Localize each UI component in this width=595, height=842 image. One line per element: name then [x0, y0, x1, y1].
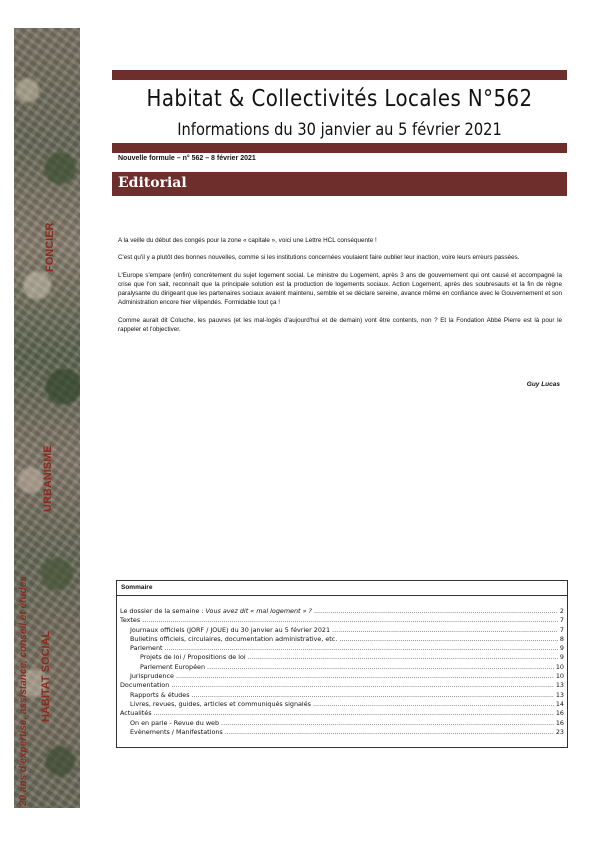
- toc-dot-leader: [313, 700, 554, 709]
- toc-entry[interactable]: [117, 709, 567, 718]
- toc-entry-page: 2: [559, 607, 564, 615]
- toc-entry-page: 16: [555, 718, 564, 727]
- toc-entry[interactable]: [117, 681, 567, 690]
- editorial-paragraph: L'Europe s'empare (enfin) concrètement du sujet logement social. Le ministre du Logement, après 3 ans de gouvernement qui ont causé et accompagné la crise que l'on sait, reconnaît que la principale solution est la production de logements sociaux. Action Logement, après des soubresauts et la fin de règne paralysante du dirigeant que les partenaires sociaux avaient maintenu, semble et se déclare sereine, avance même en confiance avec le Gouvernement et son Administration encore hier vilipendés. Formidable tout ça !: [118, 271, 562, 307]
- editorial-banner: [112, 172, 567, 196]
- toc-heading: Sommaire: [117, 581, 567, 596]
- toc-dot-leader: [225, 728, 554, 737]
- toc-entry[interactable]: [117, 653, 567, 662]
- toc-entry-page: 23: [555, 727, 564, 736]
- toc-entry-title: Textes: [120, 616, 141, 625]
- toc-entry-page: 13: [555, 690, 564, 699]
- toc-entry-label: [130, 700, 311, 709]
- toc-dot-leader: [339, 635, 558, 644]
- toc-entry-title: Actualités: [120, 709, 152, 718]
- toc-entry-title: Jurisprudence: [130, 672, 174, 681]
- editorial-heading: Editorial: [118, 175, 187, 191]
- toc-entry[interactable]: [117, 700, 567, 709]
- toc-entry-label: [130, 691, 190, 700]
- toc-entry-title: Bulletins officiels, circulaires, documentation administrative, etc.: [130, 634, 338, 643]
- toc-entry-label: [120, 681, 169, 690]
- sidebar-tag-habitat-social: HABITAT SOCIAL: [40, 630, 52, 722]
- toc-entry-page: 9: [559, 653, 564, 662]
- toc-entry-page: 16: [555, 709, 564, 718]
- newsletter-title: Habitat & Collectivités Locales N°562: [146, 86, 533, 112]
- sidebar-tag-urbanisme: URBANISME: [42, 445, 54, 512]
- toc-entry-title: Evènements / Manifestations: [130, 727, 223, 736]
- toc-dot-leader: [221, 719, 554, 728]
- toc-entry-label: [130, 672, 174, 681]
- toc-entry-title: Journaux officiels (JORF / JOUE) du 30 janvier au 5 février 2021: [130, 625, 331, 634]
- sidebar-tagline: 20 ans d'expertise, assistance, conseil et études: [18, 576, 29, 806]
- toc-entry-label: [130, 728, 223, 737]
- toc-dot-leader: [332, 626, 558, 635]
- newsletter-subtitle: Informations du 30 janvier au 5 février 2021: [177, 120, 502, 140]
- toc-entry[interactable]: [117, 644, 567, 653]
- table-of-contents: [116, 580, 568, 748]
- toc-entry-page: 9: [559, 644, 564, 653]
- toc-dot-leader: [192, 691, 554, 700]
- issue-line: Nouvelle formule – n° 562 – 8 février 2021: [118, 155, 256, 162]
- toc-dot-leader: [248, 653, 558, 662]
- editorial-signature: Guy Lucas: [526, 381, 560, 388]
- toc-entry-title: On en parle - Revue du web: [130, 718, 220, 727]
- toc-entry-page: 14: [555, 699, 564, 708]
- editorial-paragraph: Comme aurait dit Coluche, les pauvres (et les mal-logés d'aujourd'hui et de demain) vont être contents, non ? Et la Fondation Abbé Pierre est là pour le rappeler et l'objectiver.: [118, 316, 562, 334]
- toc-entry-label: [130, 626, 330, 635]
- toc-entry-label: [130, 644, 163, 653]
- toc-list: [117, 607, 567, 737]
- toc-entry[interactable]: [117, 728, 567, 737]
- toc-entry-title: Parlement Européen: [140, 662, 206, 671]
- aerial-photo-strip: [14, 28, 80, 808]
- toc-entry-label: [130, 635, 337, 644]
- toc-entry[interactable]: [117, 672, 567, 681]
- toc-entry[interactable]: [117, 691, 567, 700]
- editorial-paragraph: C'est qu'il y a plutôt des bonnes nouvelles, comme si les institutions concernées voulaient faire oublier leur inaction, voire leurs erreurs passées.: [118, 254, 520, 262]
- toc-entry-title: Documentation: [120, 681, 170, 690]
- toc-dot-leader: [176, 672, 554, 681]
- editorial-paragraph: A la veille du début des congés pour la zone « capitale », voici une Lettre HCL conséquente !: [118, 237, 377, 244]
- toc-dot-leader: [154, 709, 554, 718]
- toc-entry-label: [140, 663, 205, 672]
- toc-entry-title: Rapports & études: [130, 690, 190, 699]
- toc-entry-page: 13: [555, 681, 564, 690]
- toc-entry-prefix: Le dossier de la semaine :: [120, 607, 206, 615]
- toc-dot-leader: [207, 663, 554, 672]
- toc-entry[interactable]: [117, 607, 567, 616]
- toc-entry-page: 10: [555, 662, 564, 671]
- toc-entry-label: [140, 653, 246, 662]
- toc-entry-label: [120, 616, 140, 625]
- toc-entry[interactable]: [117, 616, 567, 625]
- header-bottom-rule: [112, 143, 567, 153]
- toc-entry-title: Vous avez dit « mal logement » ?: [205, 607, 312, 615]
- toc-entry-page: 7: [559, 616, 564, 625]
- toc-entry-page: 10: [555, 672, 564, 681]
- toc-entry-title: Livres, revues, guides, articles et communiqués signalés: [130, 699, 311, 708]
- toc-entry-label: [120, 709, 152, 718]
- toc-entry-page: 8: [559, 634, 564, 643]
- toc-dot-leader: [142, 616, 558, 625]
- toc-entry-label: [130, 719, 219, 728]
- toc-dot-leader: [314, 607, 558, 616]
- toc-entry-label: [120, 607, 312, 616]
- toc-dot-leader: [171, 681, 554, 690]
- toc-entry[interactable]: [117, 626, 567, 635]
- header-top-rule: [112, 70, 567, 80]
- sidebar-tag-foncier: FONCIER: [44, 222, 56, 272]
- toc-entry-title: Projets de loi / Propositions de loi: [140, 653, 246, 662]
- toc-dot-leader: [165, 644, 558, 653]
- toc-entry[interactable]: [117, 663, 567, 672]
- toc-entry-page: 7: [559, 625, 564, 634]
- editorial-body: [118, 236, 562, 342]
- toc-entry[interactable]: [117, 719, 567, 728]
- toc-entry[interactable]: [117, 635, 567, 644]
- toc-entry-title: Parlement: [130, 644, 163, 653]
